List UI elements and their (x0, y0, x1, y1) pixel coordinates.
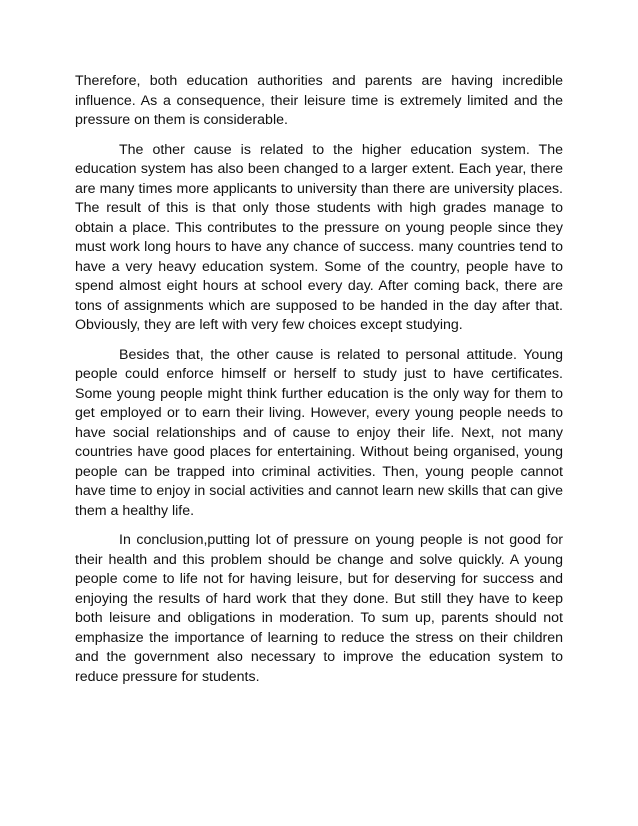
paragraph-conclusion: In conclusion,putting lot of pressure on young people is not good for their health and this problem should be change and solve quickly. A young people come to life not for having leisure, but for deserving for success and enjoying the results of hard work that they done. But still they have to keep both leisure and obligations in moderation. To sum up, parents should not emphasize the importance of learning to reduce the stress on their children and the government also necessary to improve the education system to reduce pressure for students. (75, 532, 563, 685)
document-body (75, 72, 563, 697)
paragraph-intro: Therefore, both education authorities and parents are having incredible influence. As a consequence, their leisure time is extremely limited and the pressure on them is considerable. (75, 73, 563, 128)
paragraph-education-system: The other cause is related to the higher education system. The education system has also been changed to a larger extent. Each year, there are many times more applicants to university than there are university places. The result of this is that only those students with high grades manage to obtain a place. This contributes to the pressure on young people since they must work long hours to have any chance of success. many countries tend to have a very heavy education system. Some of the country, people have to spend almost eight hours at school every day. After coming back, there are tons of assignments which are supposed to be handed in the day after that. Obviously, they are left with very few choices except studying. (75, 141, 563, 333)
paragraph-personal-attitude: Besides that, the other cause is related to personal attitude. Young people could enforce himself or herself to study just to have certificates. Some young people might think further education is the only way for them to get employed or to earn their living. However, every young people needs to have social relationships and of cause to enjoy their life. Next, not many countries have good places for entertaining. Without being organised, young people can be trapped into criminal activities. Then, young people cannot have time to enjoy in social activities and cannot learn new skills that can give them a healthy life. (75, 346, 563, 519)
